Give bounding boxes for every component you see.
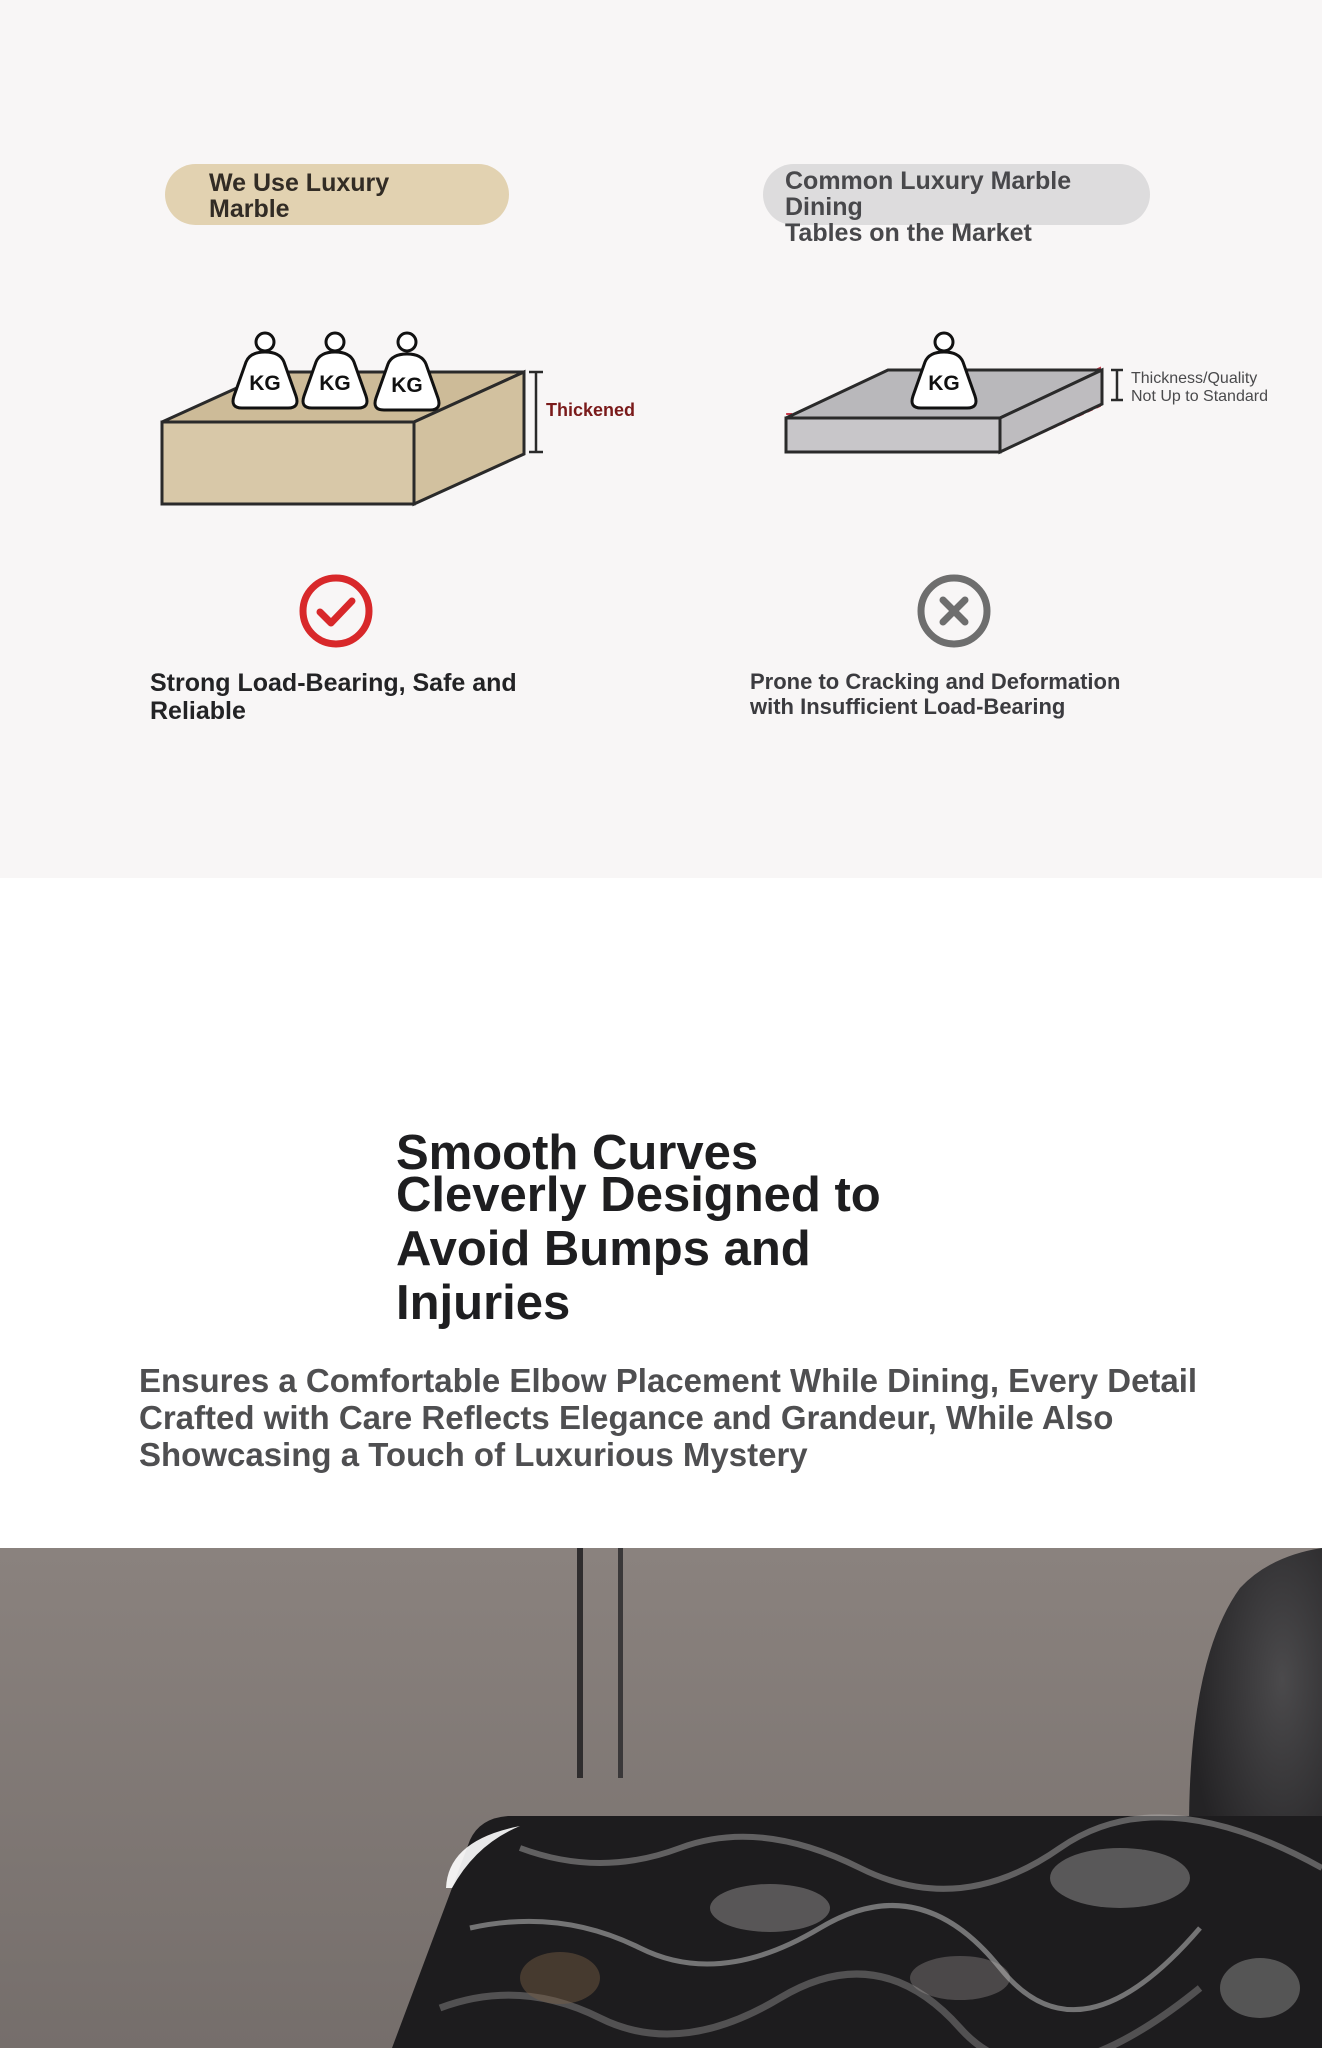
heading-line: Injuries: [396, 1276, 571, 1330]
check-circle-icon: [298, 573, 374, 649]
caption-line: Strong Load-Bearing, Safe and: [150, 669, 517, 697]
description-line: Ensures a Comfortable Elbow Placement While Dining, Every Detail: [139, 1362, 1198, 1399]
thickness-quality-label: Not Up to Standard: [1131, 388, 1268, 405]
common-marble-badge: [763, 164, 1150, 247]
caption-line: Prone to Cracking and Deformation: [750, 669, 1121, 694]
slab-front: [786, 418, 1000, 452]
weight-label: KG: [249, 372, 281, 395]
thickness-bracket: [529, 372, 543, 452]
weight-icon: [912, 333, 976, 408]
heading-line: Cleverly Designed to: [396, 1168, 881, 1222]
description-line: Showcasing a Touch of Luxurious Mystery: [139, 1436, 808, 1473]
weight-label: KG: [391, 374, 423, 397]
x-circle-icon: [916, 573, 992, 649]
feature-heading: [396, 1126, 956, 1330]
weight-icon: [303, 333, 367, 408]
comparison-section: [0, 0, 1322, 878]
description-line: Crafted with Care Reflects Elegance and Grandeur, While Also: [139, 1399, 1114, 1436]
weight-label: KG: [319, 372, 351, 395]
load-bearing-caption: [150, 669, 517, 725]
badge-line: Tables on the Market: [785, 219, 1032, 247]
thin-slab-diagram: [770, 320, 1280, 500]
badge-line: Common Luxury Marble Dining: [785, 167, 1072, 221]
badge-line: We Use Luxury: [209, 169, 390, 197]
weight-icon: [233, 333, 297, 408]
badge-line: Marble: [209, 195, 290, 223]
cracking-caption: [750, 669, 1120, 719]
caption-line: with Insufficient Load-Bearing: [750, 694, 1066, 719]
lamp-rod: [618, 1548, 623, 1778]
weight-icon: [375, 333, 439, 410]
feature-description: [139, 1362, 1199, 1473]
marble-table-photo: [0, 1548, 1322, 2048]
luxury-marble-badge: [165, 164, 509, 225]
thick-slab-diagram: [150, 320, 660, 520]
heading-line: Avoid Bumps and: [396, 1222, 811, 1276]
weight-label: KG: [928, 372, 960, 395]
thickened-label: Thickened: [546, 400, 636, 420]
lamp-rod: [577, 1548, 583, 1778]
caption-line: Reliable: [150, 697, 246, 725]
slab-front: [162, 422, 414, 504]
thickness-bracket: [1111, 370, 1123, 400]
heading-line: Smooth Curves: [396, 1126, 759, 1180]
thickness-quality-label: Thickness/Quality: [1131, 370, 1258, 387]
